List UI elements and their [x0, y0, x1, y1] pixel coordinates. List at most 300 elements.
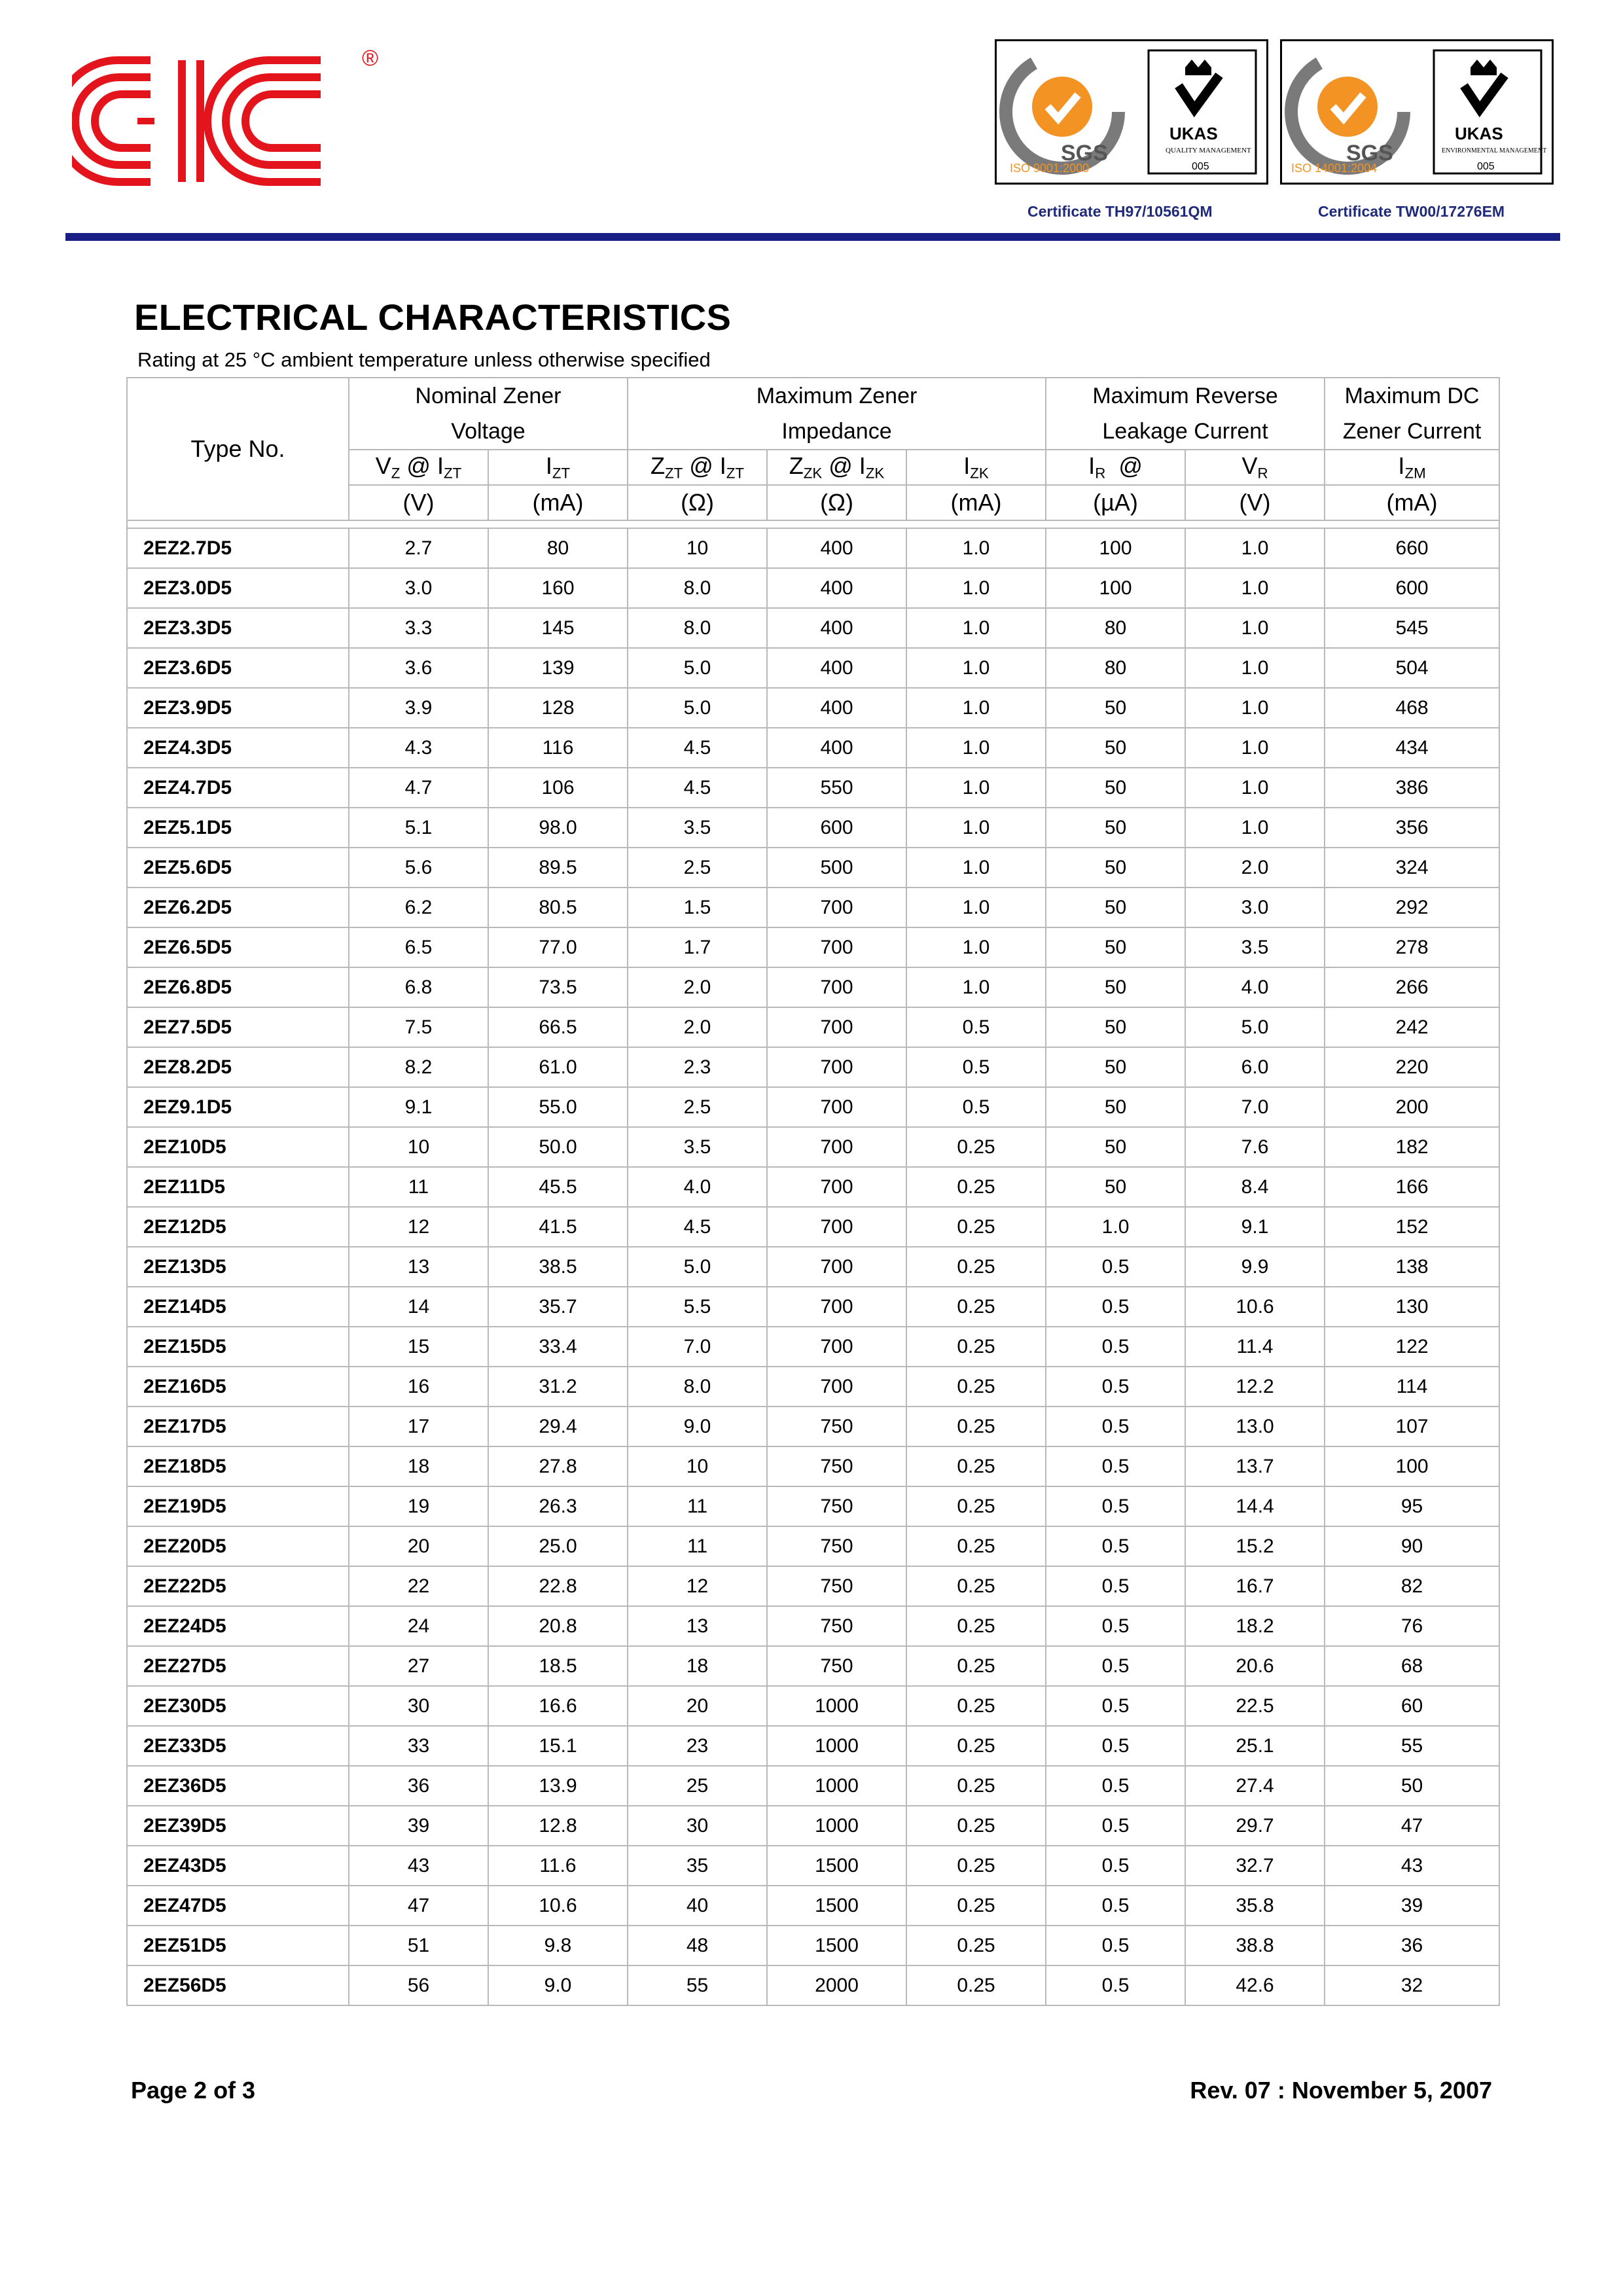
value-cell: 56	[349, 1965, 488, 2005]
value-cell: 3.0	[1185, 888, 1325, 927]
value-cell: 3.5	[628, 1127, 767, 1167]
table-row	[127, 927, 1499, 967]
value-cell: 50	[1046, 1047, 1185, 1087]
value-cell: 700	[767, 1087, 906, 1127]
value-cell: 50.0	[488, 1127, 628, 1167]
type-number-cell: 2EZ8.2D5	[127, 1047, 349, 1087]
value-cell: 15.1	[488, 1726, 628, 1766]
value-cell: 200	[1325, 1087, 1499, 1127]
value-cell: 700	[767, 1287, 906, 1327]
value-cell: 7.5	[349, 1007, 488, 1047]
type-number-cell: 2EZ4.3D5	[127, 728, 349, 768]
value-cell: 32.7	[1185, 1846, 1325, 1886]
type-number-cell: 2EZ15D5	[127, 1327, 349, 1367]
value-cell: 36	[349, 1766, 488, 1806]
value-cell: 43	[349, 1846, 488, 1886]
value-cell: 1.0	[906, 808, 1046, 848]
type-number-cell: 2EZ2.7D5	[127, 528, 349, 568]
value-cell: 2.0	[628, 967, 767, 1007]
table-row	[127, 1407, 1499, 1446]
value-cell: 12	[349, 1207, 488, 1247]
value-cell: 60	[1325, 1686, 1499, 1726]
value-cell: 1.0	[906, 728, 1046, 768]
svg-text:SGS: SGS	[1346, 141, 1393, 166]
value-cell: 1500	[767, 1886, 906, 1926]
value-cell: 31.2	[488, 1367, 628, 1407]
value-cell: 55	[1325, 1726, 1499, 1766]
value-cell: 1000	[767, 1686, 906, 1726]
value-cell: 0.25	[906, 1806, 1046, 1846]
value-cell: 10.6	[1185, 1287, 1325, 1327]
svg-text:ENVIRONMENTAL MANAGEMENT: ENVIRONMENTAL MANAGEMENT	[1442, 147, 1547, 154]
value-cell: 80	[1046, 608, 1185, 648]
value-cell: 50	[1046, 1167, 1185, 1207]
value-cell: 76	[1325, 1606, 1499, 1646]
value-cell: 400	[767, 688, 906, 728]
value-cell: 50	[1046, 888, 1185, 927]
value-cell: 51	[349, 1926, 488, 1965]
symbol-vr: $V_R$	[1185, 450, 1325, 485]
value-cell: 9.1	[349, 1087, 488, 1127]
value-cell: 50	[1046, 1127, 1185, 1167]
value-cell: 116	[488, 728, 628, 768]
value-cell: 25	[628, 1766, 767, 1806]
type-number-cell: 2EZ5.6D5	[127, 848, 349, 888]
value-cell: 6.2	[349, 888, 488, 927]
table-row	[127, 1926, 1499, 1965]
value-cell: 8.0	[628, 1367, 767, 1407]
type-header: Type No.	[127, 378, 349, 520]
table-row	[127, 1566, 1499, 1606]
value-cell: 50	[1046, 768, 1185, 808]
value-cell: 5.0	[1185, 1007, 1325, 1047]
value-cell: 11.4	[1185, 1327, 1325, 1367]
table-row	[127, 1007, 1499, 1047]
value-cell: 8.0	[628, 568, 767, 608]
value-cell: 3.5	[1185, 927, 1325, 967]
value-cell: 3.3	[349, 608, 488, 648]
value-cell: 14.4	[1185, 1486, 1325, 1526]
value-cell: 16.6	[488, 1686, 628, 1726]
value-cell: 122	[1325, 1327, 1499, 1367]
iso14001-certificate-badge	[1280, 39, 1554, 185]
table-row	[127, 1965, 1499, 2005]
value-cell: 1.0	[906, 967, 1046, 1007]
value-cell: 39	[1325, 1886, 1499, 1926]
value-cell: 1.0	[906, 768, 1046, 808]
value-cell: 18.5	[488, 1646, 628, 1686]
value-cell: 242	[1325, 1007, 1499, 1047]
value-cell: 10	[349, 1127, 488, 1167]
value-cell: 0.5	[1046, 1965, 1185, 2005]
type-number-cell: 2EZ18D5	[127, 1446, 349, 1486]
value-cell: 1.0	[906, 608, 1046, 648]
value-cell: 18	[349, 1446, 488, 1486]
value-cell: 0.5	[1046, 1566, 1185, 1606]
table-row	[127, 1247, 1499, 1287]
value-cell: 42.6	[1185, 1965, 1325, 2005]
type-number-cell: 2EZ3.3D5	[127, 608, 349, 648]
value-cell: 400	[767, 728, 906, 768]
value-cell: 0.25	[906, 1367, 1046, 1407]
value-cell: 50	[1046, 728, 1185, 768]
table-row	[127, 1127, 1499, 1167]
value-cell: 33.4	[488, 1327, 628, 1367]
value-cell: 5.0	[628, 688, 767, 728]
value-cell: 700	[767, 927, 906, 967]
value-cell: 0.25	[906, 1846, 1046, 1886]
value-cell: 22.8	[488, 1566, 628, 1606]
table-row	[127, 648, 1499, 688]
value-cell: 1.0	[1046, 1207, 1185, 1247]
type-number-cell: 2EZ5.1D5	[127, 808, 349, 848]
value-cell: 55	[628, 1965, 767, 2005]
value-cell: 0.5	[1046, 1726, 1185, 1766]
value-cell: 15	[349, 1327, 488, 1367]
value-cell: 750	[767, 1566, 906, 1606]
type-number-cell: 2EZ36D5	[127, 1766, 349, 1806]
table-body	[127, 528, 1499, 2005]
type-number-cell: 2EZ13D5	[127, 1247, 349, 1287]
value-cell: 8.0	[628, 608, 767, 648]
value-cell: 80	[488, 528, 628, 568]
value-cell: 1.0	[1185, 648, 1325, 688]
type-number-cell: 2EZ33D5	[127, 1726, 349, 1766]
value-cell: 48	[628, 1926, 767, 1965]
value-cell: 750	[767, 1486, 906, 1526]
value-cell: 0.5	[1046, 1446, 1185, 1486]
value-cell: 30	[349, 1686, 488, 1726]
value-cell: 504	[1325, 648, 1499, 688]
value-cell: 1000	[767, 1766, 906, 1806]
type-number-cell: 2EZ51D5	[127, 1926, 349, 1965]
table-row	[127, 888, 1499, 927]
value-cell: 35.7	[488, 1287, 628, 1327]
table-row	[127, 1526, 1499, 1566]
value-cell: 100	[1046, 568, 1185, 608]
value-cell: 145	[488, 608, 628, 648]
value-cell: 35	[628, 1846, 767, 1886]
unit-cell: (µA)	[1046, 485, 1185, 520]
value-cell: 50	[1046, 848, 1185, 888]
value-cell: 11.6	[488, 1846, 628, 1886]
value-cell: 10	[628, 528, 767, 568]
type-number-cell: 2EZ3.9D5	[127, 688, 349, 728]
value-cell: 1.0	[906, 927, 1046, 967]
svg-text:005: 005	[1477, 161, 1495, 172]
value-cell: 0.5	[1046, 1526, 1185, 1566]
table-row	[127, 568, 1499, 608]
value-cell: 160	[488, 568, 628, 608]
value-cell: 128	[488, 688, 628, 728]
value-cell: 700	[767, 1047, 906, 1087]
value-cell: 700	[767, 1327, 906, 1367]
value-cell: 50	[1325, 1766, 1499, 1806]
value-cell: 11	[628, 1526, 767, 1566]
value-cell: 35.8	[1185, 1886, 1325, 1926]
table-row	[127, 728, 1499, 768]
value-cell: 89.5	[488, 848, 628, 888]
value-cell: 545	[1325, 608, 1499, 648]
value-cell: 13.9	[488, 1766, 628, 1806]
value-cell: 68	[1325, 1646, 1499, 1686]
table-row	[127, 688, 1499, 728]
value-cell: 0.5	[906, 1047, 1046, 1087]
value-cell: 13	[349, 1247, 488, 1287]
value-cell: 166	[1325, 1167, 1499, 1207]
value-cell: 7.6	[1185, 1127, 1325, 1167]
type-number-cell: 2EZ47D5	[127, 1886, 349, 1926]
value-cell: 10	[628, 1446, 767, 1486]
value-cell: 9.9	[1185, 1247, 1325, 1287]
value-cell: 700	[767, 967, 906, 1007]
value-cell: 26.3	[488, 1486, 628, 1526]
table-row	[127, 1846, 1499, 1886]
svg-text:ISO 14001:2004: ISO 14001:2004	[1291, 162, 1378, 175]
value-cell: 0.25	[906, 1247, 1046, 1287]
symbol-izt: $I_{ZT}$	[488, 450, 628, 485]
value-cell: 25.0	[488, 1526, 628, 1566]
type-number-cell: 2EZ9.1D5	[127, 1087, 349, 1127]
value-cell: 0.25	[906, 1965, 1046, 2005]
table-row	[127, 1646, 1499, 1686]
value-cell: 750	[767, 1606, 906, 1646]
value-cell: 468	[1325, 688, 1499, 728]
value-cell: 82	[1325, 1566, 1499, 1606]
table-row	[127, 1167, 1499, 1207]
value-cell: 22	[349, 1566, 488, 1606]
electrical-characteristics-table	[126, 377, 1500, 2006]
value-cell: 25.1	[1185, 1726, 1325, 1766]
type-number-cell: 2EZ17D5	[127, 1407, 349, 1446]
value-cell: 1.0	[906, 528, 1046, 568]
value-cell: 7.0	[1185, 1087, 1325, 1127]
value-cell: 29.4	[488, 1407, 628, 1446]
value-cell: 1.0	[906, 648, 1046, 688]
value-cell: 22.5	[1185, 1686, 1325, 1726]
value-cell: 45.5	[488, 1167, 628, 1207]
value-cell: 139	[488, 648, 628, 688]
value-cell: 17	[349, 1407, 488, 1446]
value-cell: 38.8	[1185, 1926, 1325, 1965]
value-cell: 0.25	[906, 1127, 1046, 1167]
value-cell: 66.5	[488, 1007, 628, 1047]
value-cell: 266	[1325, 967, 1499, 1007]
value-cell: 550	[767, 768, 906, 808]
svg-text:UKAS: UKAS	[1455, 124, 1503, 143]
type-number-cell: 2EZ30D5	[127, 1686, 349, 1726]
value-cell: 6.5	[349, 927, 488, 967]
value-cell: 0.5	[1046, 1407, 1185, 1446]
value-cell: 700	[767, 1127, 906, 1167]
type-number-cell: 2EZ22D5	[127, 1566, 349, 1606]
value-cell: 9.0	[488, 1965, 628, 2005]
type-number-cell: 2EZ24D5	[127, 1606, 349, 1646]
table-row	[127, 1446, 1499, 1486]
table-row	[127, 1766, 1499, 1806]
symbol-zzk: $Z_{ZK}$ @ $I_{ZK}$	[767, 450, 906, 485]
value-cell: 20.8	[488, 1606, 628, 1646]
value-cell: 98.0	[488, 808, 628, 848]
value-cell: 324	[1325, 848, 1499, 888]
value-cell: 7.0	[628, 1327, 767, 1367]
value-cell: 9.8	[488, 1926, 628, 1965]
unit-cell: (Ω)	[628, 485, 767, 520]
value-cell: 152	[1325, 1207, 1499, 1247]
value-cell: 0.5	[1046, 1606, 1185, 1646]
type-number-cell: 2EZ56D5	[127, 1965, 349, 2005]
unit-cell: (Ω)	[767, 485, 906, 520]
value-cell: 2000	[767, 1965, 906, 2005]
value-cell: 750	[767, 1446, 906, 1486]
symbol-zzt: $Z_{ZT}$ @ $I_{ZT}$	[628, 450, 767, 485]
value-cell: 1.0	[906, 688, 1046, 728]
type-number-cell: 2EZ14D5	[127, 1287, 349, 1327]
value-cell: 2.7	[349, 528, 488, 568]
value-cell: 27.8	[488, 1446, 628, 1486]
value-cell: 43	[1325, 1846, 1499, 1886]
value-cell: 5.0	[628, 1247, 767, 1287]
table-row	[127, 1327, 1499, 1367]
unit-cell: (mA)	[906, 485, 1046, 520]
value-cell: 16	[349, 1367, 488, 1407]
value-cell: 33	[349, 1726, 488, 1766]
value-cell: 2.5	[628, 848, 767, 888]
iso9001-certificate-badge	[995, 39, 1268, 185]
type-number-cell: 2EZ10D5	[127, 1127, 349, 1167]
table-row	[127, 848, 1499, 888]
unit-cell: (mA)	[488, 485, 628, 520]
value-cell: 77.0	[488, 927, 628, 967]
value-cell: 50	[1046, 927, 1185, 967]
type-number-cell: 2EZ6.2D5	[127, 888, 349, 927]
value-cell: 73.5	[488, 967, 628, 1007]
value-cell: 5.0	[628, 648, 767, 688]
value-cell: 4.5	[628, 768, 767, 808]
header-rule	[65, 233, 1560, 241]
table-row	[127, 1207, 1499, 1247]
registered-mark: ®	[362, 46, 379, 71]
value-cell: 1.0	[1185, 688, 1325, 728]
value-cell: 4.0	[1185, 967, 1325, 1007]
value-cell: 9.1	[1185, 1207, 1325, 1247]
value-cell: 36	[1325, 1926, 1499, 1965]
value-cell: 750	[767, 1646, 906, 1686]
value-cell: 700	[767, 1367, 906, 1407]
value-cell: 0.25	[906, 1926, 1046, 1965]
value-cell: 4.7	[349, 768, 488, 808]
value-cell: 2.0	[1185, 848, 1325, 888]
value-cell: 106	[488, 768, 628, 808]
unit-cell: (V)	[1185, 485, 1325, 520]
value-cell: 20	[349, 1526, 488, 1566]
value-cell: 0.25	[906, 1766, 1046, 1806]
value-cell: 1.0	[906, 848, 1046, 888]
value-cell: 0.5	[1046, 1646, 1185, 1686]
value-cell: 400	[767, 568, 906, 608]
value-cell: 12.2	[1185, 1367, 1325, 1407]
value-cell: 130	[1325, 1287, 1499, 1327]
type-number-cell: 2EZ3.6D5	[127, 648, 349, 688]
header-row-groups	[127, 378, 1499, 450]
value-cell: 100	[1325, 1446, 1499, 1486]
type-number-cell: 2EZ20D5	[127, 1526, 349, 1566]
value-cell: 95	[1325, 1486, 1499, 1526]
value-cell: 4.5	[628, 728, 767, 768]
value-cell: 1500	[767, 1846, 906, 1886]
value-cell: 24	[349, 1606, 488, 1646]
value-cell: 400	[767, 648, 906, 688]
type-number-cell: 2EZ3.0D5	[127, 568, 349, 608]
value-cell: 11	[349, 1167, 488, 1207]
value-cell: 100	[1046, 528, 1185, 568]
certificate-number-2: Certificate TW00/17276EM	[1318, 203, 1505, 220]
value-cell: 3.5	[628, 808, 767, 848]
certificate-number-1: Certificate TH97/10561QM	[1027, 203, 1213, 220]
value-cell: 0.5	[1046, 1766, 1185, 1806]
value-cell: 400	[767, 528, 906, 568]
type-number-cell: 2EZ6.8D5	[127, 967, 349, 1007]
value-cell: 27.4	[1185, 1766, 1325, 1806]
max-dc-header: Maximum DC Zener Current	[1325, 378, 1499, 450]
table-row	[127, 1087, 1499, 1127]
value-cell: 500	[767, 848, 906, 888]
value-cell: 18	[628, 1646, 767, 1686]
table-row	[127, 608, 1499, 648]
value-cell: 182	[1325, 1127, 1499, 1167]
value-cell: 3.6	[349, 648, 488, 688]
svg-text:SGS: SGS	[1061, 141, 1108, 166]
value-cell: 9.0	[628, 1407, 767, 1446]
value-cell: 6.0	[1185, 1047, 1325, 1087]
symbol-izm: $I_{ZM}$	[1325, 450, 1499, 485]
value-cell: 700	[767, 1247, 906, 1287]
table-row	[127, 808, 1499, 848]
value-cell: 114	[1325, 1367, 1499, 1407]
value-cell: 0.25	[906, 1526, 1046, 1566]
value-cell: 600	[767, 808, 906, 848]
value-cell: 50	[1046, 808, 1185, 848]
value-cell: 8.2	[349, 1047, 488, 1087]
table-row	[127, 1886, 1499, 1926]
value-cell: 750	[767, 1407, 906, 1446]
value-cell: 50	[1046, 967, 1185, 1007]
value-cell: 8.4	[1185, 1167, 1325, 1207]
value-cell: 16.7	[1185, 1566, 1325, 1606]
value-cell: 50	[1046, 1087, 1185, 1127]
value-cell: 0.25	[906, 1886, 1046, 1926]
value-cell: 30	[628, 1806, 767, 1846]
value-cell: 1000	[767, 1806, 906, 1846]
value-cell: 1500	[767, 1926, 906, 1965]
value-cell: 0.25	[906, 1686, 1046, 1726]
table-row	[127, 967, 1499, 1007]
value-cell: 0.25	[906, 1287, 1046, 1327]
value-cell: 4.0	[628, 1167, 767, 1207]
page-title: ELECTRICAL CHARACTERISTICS	[134, 296, 732, 338]
type-number-cell: 2EZ4.7D5	[127, 768, 349, 808]
value-cell: 2.0	[628, 1007, 767, 1047]
value-cell: 20	[628, 1686, 767, 1726]
value-cell: 5.5	[628, 1287, 767, 1327]
value-cell: 2.5	[628, 1087, 767, 1127]
value-cell: 29.7	[1185, 1806, 1325, 1846]
table-row	[127, 1287, 1499, 1327]
type-number-cell: 2EZ27D5	[127, 1646, 349, 1686]
value-cell: 27	[349, 1646, 488, 1686]
value-cell: 47	[1325, 1806, 1499, 1846]
type-number-cell: 2EZ16D5	[127, 1367, 349, 1407]
